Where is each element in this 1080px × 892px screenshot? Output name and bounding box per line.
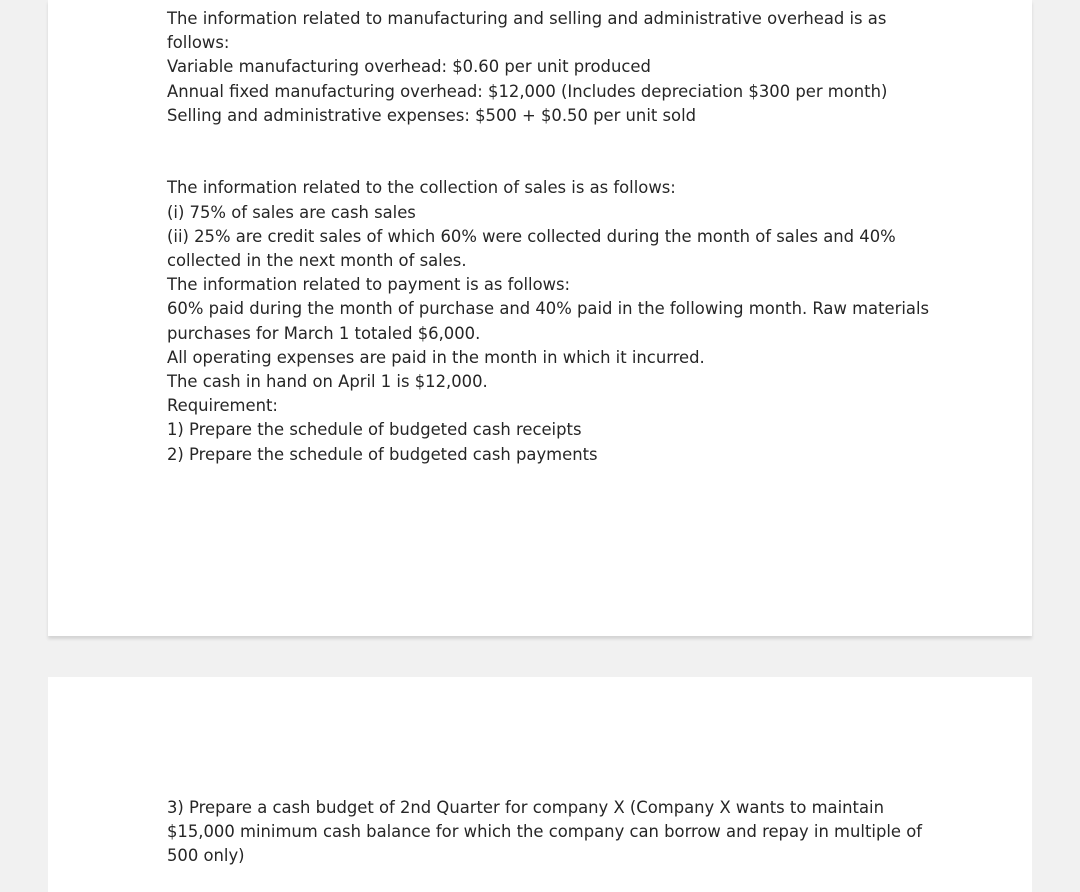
text-line: The information related to the collection of sales is as follows: <box>167 178 676 198</box>
overhead-paragraph <box>167 7 927 128</box>
text-line: purchases for March 1 totaled $6,000. <box>167 323 481 343</box>
text-line: The information related to payment is as follows: <box>167 275 571 295</box>
paragraph-spacer <box>167 128 927 176</box>
collection-and-payment-paragraph <box>167 176 930 466</box>
requirement-heading: Requirement: <box>167 396 278 416</box>
text-line: 3) Prepare a cash budget of 2nd Quarter for company X (Company X wants to maintain <box>167 798 884 817</box>
text-line: All operating expenses are paid in the month in which it incurred. <box>167 347 705 367</box>
text-line: Variable manufacturing overhead: $0.60 per unit produced <box>167 57 651 77</box>
document-page-2 <box>48 677 1032 892</box>
requirement-item-3 <box>167 796 927 869</box>
text-line: The information related to manufacturing and selling and administrative overhead is as <box>167 9 887 28</box>
text-line: (i) 75% of sales are cash sales <box>167 202 416 222</box>
page-1-content <box>167 7 930 467</box>
page-2-content <box>167 796 927 869</box>
text-line: (ii) 25% are credit sales of which 60% were collected during the month of sales and 40% <box>167 226 896 246</box>
requirement-item-2: 2) Prepare the schedule of budgeted cash payments <box>167 444 598 464</box>
text-line: 60% paid during the month of purchase and 40% paid in the following month. Raw materials <box>167 299 930 319</box>
text-line: collected in the next month of sales. <box>167 251 467 271</box>
requirement-item-1: 1) Prepare the schedule of budgeted cash receipts <box>167 420 582 440</box>
document-page-1 <box>48 0 1032 636</box>
text-line: 500 only) <box>167 846 245 866</box>
text-line: The cash in hand on April 1 is $12,000. <box>167 372 488 392</box>
text-line: Annual fixed manufacturing overhead: $12,000 (Includes depreciation $300 per month) <box>167 81 888 101</box>
text-line: $15,000 minimum cash balance for which the company can borrow and repay in multiple of <box>167 822 923 842</box>
text-line: Selling and administrative expenses: $500 + $0.50 per unit sold <box>167 105 697 125</box>
text-line: follows: <box>167 33 230 53</box>
